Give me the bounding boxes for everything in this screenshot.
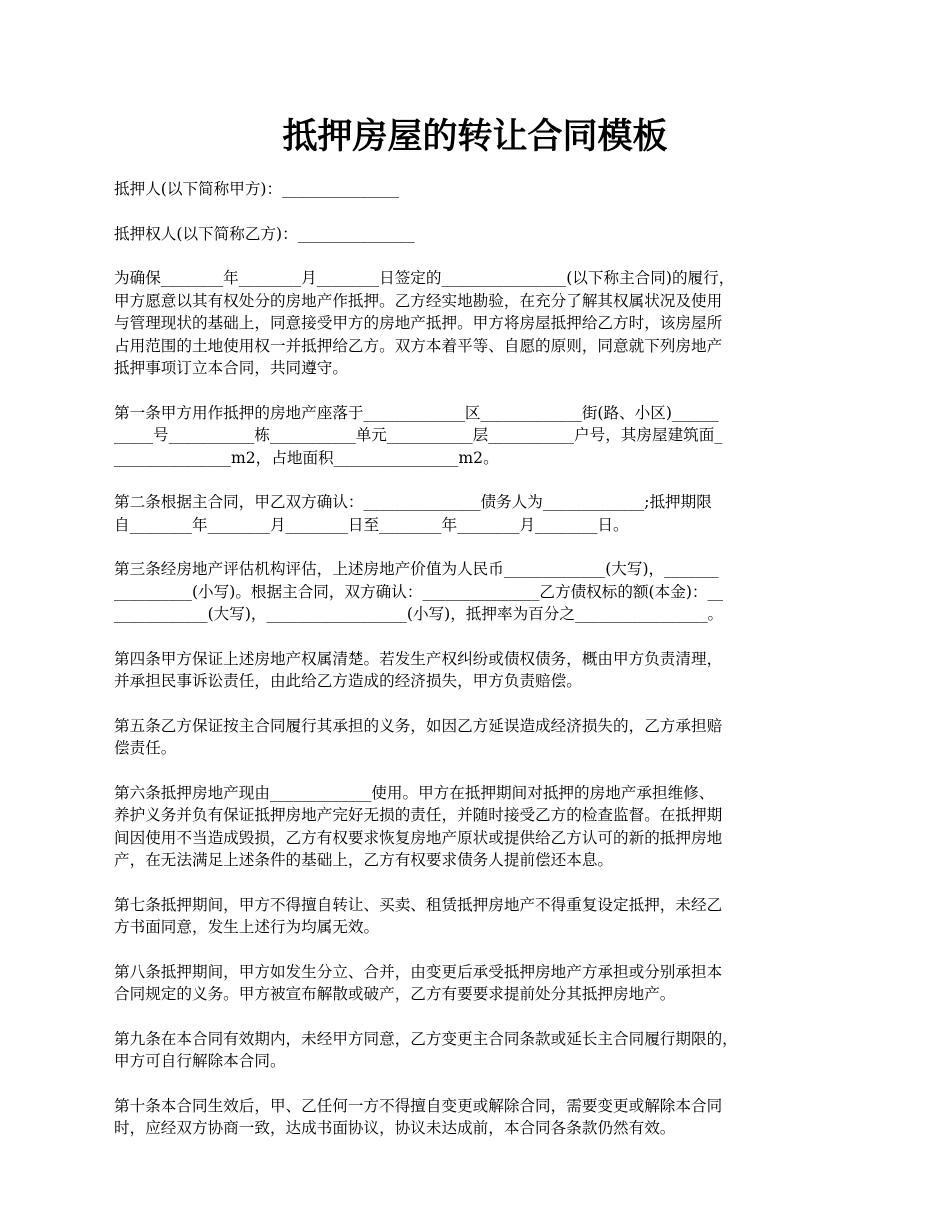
paragraph — [114, 402, 859, 470]
paragraph — [114, 267, 859, 380]
paragraph-line: 第九条在本合同有效期内，未经甲方同意，乙方变更主合同条款或延长主合同履行期限的， — [114, 1029, 738, 1048]
paragraph-line: 合同规定的义务。甲方被宣布解散或破产，乙方有要要求提前处分其抵押房地产。 — [114, 985, 676, 1003]
document-title: 抵押房屋的转让合同模板 — [282, 116, 668, 157]
paragraph — [114, 1095, 859, 1140]
paragraph-line: 第五条乙方保证按主合同履行其承担的义务，如因乙方延误造成经济损失的，乙方承担赔 — [114, 716, 723, 735]
paragraph-line: 第一条甲方用作抵押的房地产座落于_____________区_____________街(路、小区)______ — [114, 403, 719, 422]
paragraph-line: _______________m2，占地面积________________m2。 — [114, 448, 499, 467]
paragraph-line: 为确保________年________月________日签定的________________(以下称主合同)的履行， — [114, 269, 735, 287]
paragraph-line: 第四条甲方保证上述房地产权属清楚。若发生产权纠纷或债权债务，概由甲方负责清理， — [114, 649, 723, 668]
paragraph-line: _____号___________栋___________单元___________层___________户号，其房屋建筑面_ — [114, 426, 723, 444]
paragraph-line: 第七条抵押期间，甲方不得擅自转让、买卖、租赁抵押房地产不得重复设定抵押，未经乙 — [114, 895, 723, 914]
paragraph-line: 产，在无法满足上述条件的基础上，乙方有权要求债务人提前偿还本息。 — [114, 851, 614, 869]
paragraph-line: 方书面同意，发生上述行为均属无效。 — [114, 918, 380, 936]
paragraph-line: 抵押权人(以下简称乙方)：_______________ — [114, 224, 415, 243]
paragraph-line: 第十条本合同生效后，甲、乙任何一方不得擅自变更或解除合同，需要变更或解除本合同 — [114, 1096, 723, 1115]
paragraph — [114, 223, 859, 246]
paragraph-line: 偿责任。 — [114, 739, 177, 757]
paragraph — [114, 558, 859, 626]
paragraph-line: 第三条经房地产评估机构评估，上述房地产价值为人民币_____________(大写)，_______ — [114, 560, 719, 578]
paragraph-line: 甲方愿意以其有权处分的房地产作抵押。乙方经实地勘验，在充分了解其权属状况及使用 — [114, 291, 723, 310]
paragraph — [114, 715, 859, 760]
paragraph-line: 并承担民事诉讼责任，由此给乙方造成的经济损失，甲方负责赔偿。 — [114, 672, 582, 690]
paragraph-line: 与管理现状的基础上，同意接受甲方的房地产抵押。甲方将房屋抵押给乙方时，该房屋所 — [114, 314, 723, 332]
paragraph-line: 养护义务并负有保证抵押房地产完好无损的责任，并随时接受乙方的检查监督。在抵押期 — [114, 806, 723, 824]
document-body — [114, 178, 859, 1162]
paragraph-line: __________(小写)。根据主合同，双方确认：_______________乙方债权标的额(本金)：__ — [114, 582, 724, 601]
paragraph — [114, 961, 859, 1006]
paragraph — [114, 894, 859, 939]
paragraph-line: 自________年________月________日至________年________月________日。 — [114, 515, 629, 534]
paragraph-line: 第八条抵押期间，甲方如发生分立、合并，由变更后承受抵押房地产方承担或分别承担本 — [114, 962, 723, 981]
paragraph — [114, 1028, 859, 1073]
paragraph — [114, 648, 859, 693]
paragraph-line: 第二条根据主合同，甲乙双方确认：_______________债务人为_____________;抵押期限 — [114, 493, 712, 511]
paragraph-line: 第六条抵押房地产现由_____________使用。甲方在抵押期间对抵押的房地产承担维修、 — [114, 783, 715, 802]
paragraph-line: 抵押事项订立本合同，共同遵守。 — [114, 359, 348, 377]
paragraph — [114, 178, 859, 201]
paragraph — [114, 782, 859, 872]
paragraph-line: 时，应经双方协商一致，达成书面协议，协议未达成前，本合同各条款仍然有效。 — [114, 1119, 676, 1137]
paragraph-line: 占用范围的土地使用权一并抵押给乙方。双方本着平等、自愿的原则，同意就下列房地产 — [114, 336, 723, 355]
paragraph-line: 抵押人(以下简称甲方)：_______________ — [114, 180, 400, 198]
paragraph — [114, 491, 859, 536]
paragraph-line: ____________(大写)，__________________(小写)，抵押率为百分之_________________。 — [114, 605, 724, 623]
paragraph-line: 间因使用不当造成毁损，乙方有权要求恢复房地产原状或提供给乙方认可的新的抵押房地 — [114, 828, 723, 847]
paragraph-line: 甲方可自行解除本合同。 — [114, 1052, 286, 1070]
